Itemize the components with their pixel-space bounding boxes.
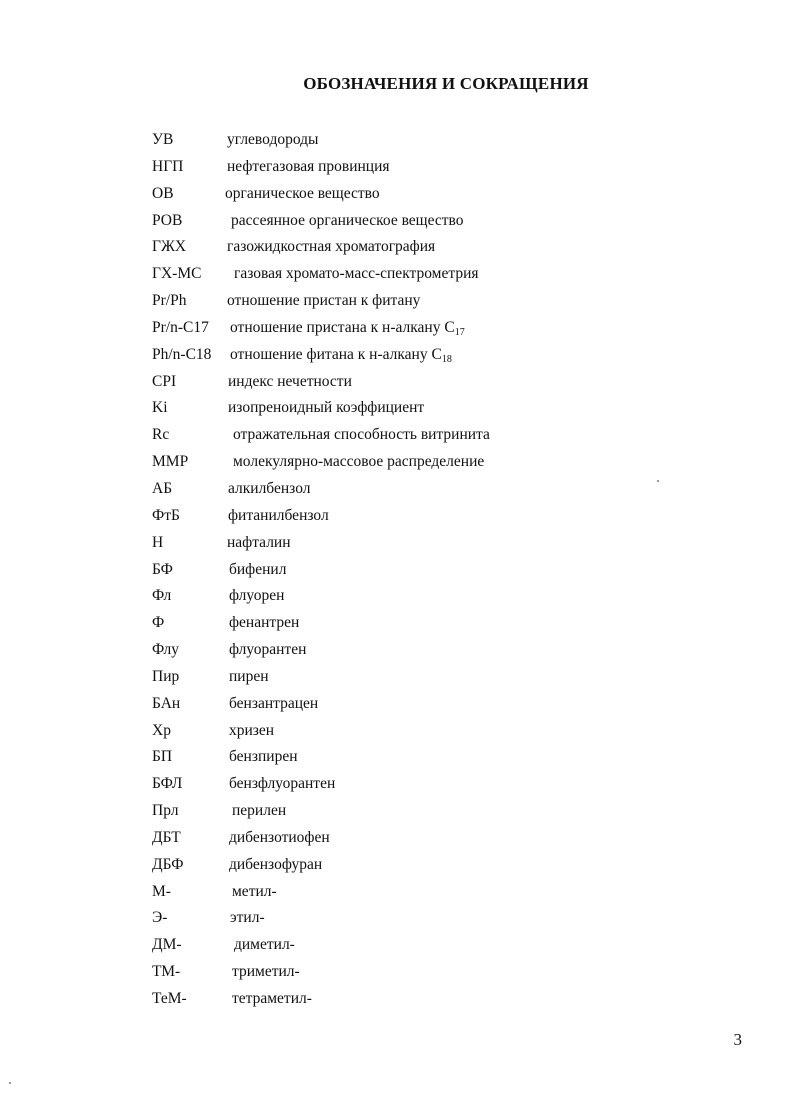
list-item — [152, 208, 712, 235]
definition-text: отражательная способность витринита — [233, 426, 490, 444]
definition — [232, 986, 312, 1013]
definition-text: бензфлуорантен — [229, 775, 336, 793]
definition — [227, 288, 420, 315]
definition — [234, 932, 295, 959]
list-item — [152, 825, 712, 852]
list-item — [152, 905, 712, 932]
abbreviation: М- — [152, 882, 171, 900]
definition-text: молекулярно-массовое распределение — [233, 453, 485, 471]
definition-text: перилен — [232, 802, 287, 820]
abbreviation: Н — [152, 533, 164, 551]
definition — [229, 718, 274, 745]
definition — [227, 154, 390, 181]
abbreviation: РОВ — [152, 211, 183, 229]
abbreviation: ДБФ — [152, 855, 184, 873]
definition-text: отношение пристана к н-алкану C — [230, 318, 455, 336]
definition — [233, 449, 484, 476]
abbreviation: ГЖХ — [152, 238, 187, 256]
abbreviation: CPI — [152, 372, 177, 390]
definition-text: бифенил — [229, 560, 287, 578]
abbreviation: Rc — [152, 426, 170, 444]
list-item — [152, 932, 712, 959]
abbreviation: АБ — [152, 479, 173, 497]
definition-text: дибензофуран — [229, 855, 323, 873]
definition-text: нафталин — [227, 533, 291, 551]
definition — [233, 422, 490, 449]
abbreviation: ММР — [152, 453, 189, 471]
definition-text: метил- — [232, 882, 277, 900]
abbreviation-list — [152, 127, 712, 1013]
list-item — [152, 422, 712, 449]
list-item — [152, 798, 712, 825]
definition — [229, 771, 335, 798]
definition — [230, 905, 265, 932]
definition-text: пирен — [229, 667, 269, 685]
definition-text: отношение пристан к фитану — [227, 292, 421, 310]
list-item — [152, 181, 712, 208]
definition — [228, 369, 352, 396]
abbreviation: ТеМ- — [152, 990, 187, 1007]
definition-text: рассеянное органическое вещество — [231, 211, 464, 229]
definition-text: индекс нечетности — [228, 372, 352, 390]
abbreviation: Ф — [152, 614, 165, 632]
list-item — [152, 261, 712, 288]
list-item — [152, 234, 712, 261]
abbreviation: ДБТ — [152, 828, 181, 846]
list-item — [152, 530, 712, 557]
abbreviation: Прл — [152, 802, 179, 820]
definition-text: флуорантен — [229, 641, 307, 659]
list-item — [152, 986, 712, 1013]
abbreviation: Фл — [152, 587, 172, 605]
list-item — [152, 637, 712, 664]
scan-speck — [9, 1082, 11, 1084]
definition — [225, 181, 380, 208]
definition — [229, 825, 330, 852]
definition — [231, 208, 464, 235]
abbreviation: Э- — [152, 909, 168, 927]
abbreviation: ФтБ — [152, 506, 180, 524]
list-item — [152, 395, 712, 422]
definition — [229, 691, 318, 718]
definition — [232, 798, 286, 825]
list-item — [152, 476, 712, 503]
list-item — [152, 744, 712, 771]
list-item — [152, 315, 712, 342]
list-item — [152, 557, 712, 584]
abbreviation: Pr/Ph — [152, 292, 187, 310]
definition-text: диметил- — [234, 936, 295, 954]
definition — [229, 637, 306, 664]
abbreviation: Пир — [152, 667, 180, 685]
list-item — [152, 288, 712, 315]
definition — [228, 395, 424, 422]
list-item — [152, 127, 712, 154]
definition-text: отношение фитана к н-алкану C — [230, 345, 442, 363]
definition-text: углеводороды — [227, 131, 319, 148]
definition-text: органическое вещество — [225, 184, 380, 202]
definition — [227, 127, 318, 154]
list-item — [152, 691, 712, 718]
list-item — [152, 342, 712, 369]
definition — [234, 261, 479, 288]
definition — [232, 879, 277, 906]
definition — [228, 476, 310, 503]
subscript: 18 — [441, 353, 452, 365]
definition — [227, 234, 435, 261]
definition — [229, 744, 298, 771]
definition — [227, 530, 291, 557]
abbreviation: Хр — [152, 721, 171, 739]
definition-text: газовая хромато-масс-спектрометрия — [234, 265, 479, 283]
definition-text: тетраметил- — [232, 990, 312, 1007]
definition-text: нефтегазовая провинция — [227, 157, 390, 175]
definition — [229, 610, 299, 637]
abbreviation: Ph/n-C18 — [152, 345, 212, 363]
list-item — [152, 718, 712, 745]
abbreviation: Ki — [152, 399, 168, 417]
definition-text: триметил- — [232, 963, 300, 981]
definition — [232, 959, 300, 986]
list-item — [152, 369, 712, 396]
definition-text: этил- — [230, 909, 265, 927]
page-number: 3 — [733, 1030, 742, 1049]
scan-speck — [657, 480, 659, 482]
page-title: ОБОЗНАЧЕНИЯ И СОКРАЩЕНИЯ — [303, 74, 589, 93]
definition-text: фитанилбензол — [228, 506, 329, 524]
list-item — [152, 154, 712, 181]
definition-text: хризен — [229, 721, 275, 739]
list-item — [152, 583, 712, 610]
definition-text: алкилбензол — [228, 479, 311, 497]
subscript: 17 — [454, 326, 465, 338]
abbreviation: БП — [152, 748, 173, 766]
list-item — [152, 879, 712, 906]
list-item — [152, 449, 712, 476]
definition — [230, 315, 465, 342]
list-item — [152, 664, 712, 691]
abbreviation: БАн — [152, 694, 181, 712]
abbreviation: Флу — [152, 641, 179, 659]
list-item — [152, 771, 712, 798]
definition — [229, 557, 286, 584]
definition-text: газожидкостная хроматография — [227, 238, 436, 256]
list-item — [152, 959, 712, 986]
definition — [230, 342, 452, 369]
definition — [228, 503, 329, 530]
list-item — [152, 852, 712, 879]
definition-text: фенантрен — [229, 614, 300, 632]
abbreviation: БФ — [152, 560, 173, 578]
definition — [229, 664, 269, 691]
abbreviation: БФЛ — [152, 775, 183, 793]
abbreviation: УВ — [152, 131, 174, 148]
list-item — [152, 610, 712, 637]
abbreviation: Pr/n-C17 — [152, 318, 209, 336]
definition — [229, 852, 322, 879]
definition-text: бензантрацен — [229, 694, 319, 712]
list-item — [152, 503, 712, 530]
definition-text: бензпирен — [229, 748, 298, 766]
abbreviation: ТМ- — [152, 963, 181, 981]
definition-text: флуорен — [229, 587, 285, 605]
definition-text: изопреноидный коэффициент — [228, 399, 425, 417]
definition — [229, 583, 284, 610]
abbreviation: ДМ- — [152, 936, 182, 954]
abbreviation: НГП — [152, 157, 184, 175]
abbreviation: ГХ-МС — [152, 265, 202, 283]
definition-text: дибензотиофен — [229, 828, 330, 846]
abbreviation: ОВ — [152, 184, 174, 202]
